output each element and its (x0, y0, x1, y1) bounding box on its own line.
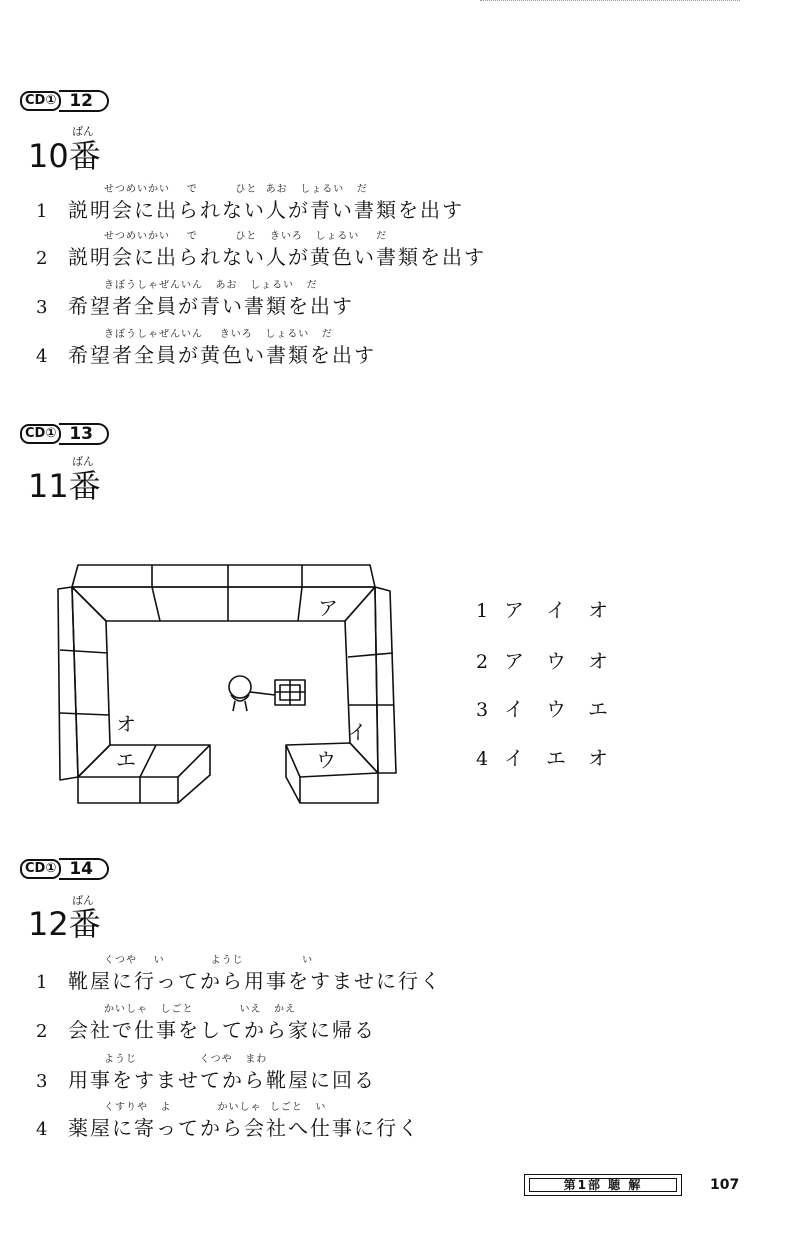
choice-number: 2 (36, 1021, 48, 1042)
cd-label: CD① (20, 424, 61, 444)
option-kana: エ (588, 697, 608, 721)
cd-track-number: 14 (59, 858, 109, 880)
cd-track-badge (20, 858, 109, 880)
option-kana: ウ (546, 649, 566, 673)
option-kana: ア (504, 598, 524, 622)
option-kana: イ (504, 697, 524, 721)
seat-label-e: エ (116, 748, 136, 772)
choice-number: 2 (36, 248, 48, 269)
option-kana: イ (546, 598, 566, 622)
option-kana: オ (588, 598, 608, 622)
option-kana: ア (504, 649, 524, 673)
choice-text: 説明会に出られない人が黄色い書類を出す (68, 245, 486, 269)
choice-number: 1 (36, 201, 48, 222)
answer-choice (36, 1054, 376, 1093)
choice-text: 用事をすませてから靴屋に回る (68, 1068, 376, 1092)
cd-track-number: 12 (59, 90, 109, 112)
room-seating-diagram (50, 555, 410, 805)
option-kana: オ (588, 746, 608, 770)
section-label-box (524, 1174, 682, 1196)
answer-choice (36, 280, 354, 319)
answer-choice (36, 184, 464, 223)
furigana: きぼうしゃぜんいん あお しょるい だ (104, 280, 318, 291)
section-label: 第1部 聴 解 (529, 1178, 677, 1192)
title-ruby: ばん (72, 894, 94, 907)
answer-choice (36, 1102, 420, 1141)
furigana: せつめいかい で ひと きいろ しょるい だ (104, 231, 388, 242)
answer-option (476, 645, 630, 674)
cd-label: CD① (20, 859, 61, 879)
seat-label-u: ウ (316, 748, 336, 772)
answer-choice (36, 1004, 376, 1043)
title-ruby: ばん (72, 125, 94, 138)
option-number: 3 (476, 699, 489, 721)
problem-title: 10番 (28, 137, 101, 175)
furigana: きぼうしゃぜんいん きいろ しょるい だ (104, 329, 333, 340)
seat-label-o: オ (116, 712, 136, 736)
cd-label: CD① (20, 91, 61, 111)
cd-track-badge (20, 90, 109, 112)
choice-text: 会社で仕事をしてから家に帰る (68, 1018, 376, 1042)
choice-text: 説明会に出られない人が青い書類を出す (68, 198, 464, 222)
choice-number: 4 (36, 1119, 48, 1140)
seat-label-a: ア (318, 596, 338, 620)
answer-option (476, 742, 630, 771)
choice-number: 3 (36, 1071, 48, 1092)
furigana: せつめいかい で ひと あお しょるい だ (104, 184, 368, 195)
problem-title: 12番 (28, 905, 101, 943)
option-kana: オ (588, 649, 608, 673)
answer-option (476, 594, 630, 623)
option-number: 4 (476, 748, 489, 770)
option-number: 2 (476, 651, 489, 673)
option-kana: イ (504, 746, 524, 770)
choice-text: 靴屋に行ってから用事をすませに行く (68, 969, 442, 993)
answer-option (476, 693, 630, 722)
option-kana: エ (546, 746, 566, 770)
furigana: くつや い ようじ い (104, 955, 314, 966)
page-number: 107 (710, 1177, 740, 1193)
problem-title: 11番 (28, 467, 101, 505)
answer-choice (36, 955, 442, 994)
seat-label-i: イ (347, 720, 367, 744)
scan-artifact (480, 0, 740, 5)
cd-track-number: 13 (59, 423, 109, 445)
title-ruby: ばん (72, 455, 94, 468)
answer-choice (36, 231, 486, 270)
furigana: くすりや よ かいしゃ しごと い (104, 1102, 327, 1113)
choice-text: 薬屋に寄ってから会社へ仕事に行く (68, 1116, 420, 1140)
answer-choice (36, 329, 376, 368)
option-number: 1 (476, 600, 489, 622)
furigana: ようじ くつや まわ (104, 1054, 268, 1065)
cd-track-badge (20, 423, 109, 445)
option-kana: ウ (546, 697, 566, 721)
furigana: かいしゃ しごと いえ かえ (104, 1004, 297, 1015)
choice-number: 3 (36, 297, 48, 318)
choice-text: 希望者全員が黄色い書類を出す (68, 343, 376, 367)
choice-text: 希望者全員が青い書類を出す (68, 294, 354, 318)
choice-number: 4 (36, 346, 48, 367)
choice-number: 1 (36, 972, 48, 993)
